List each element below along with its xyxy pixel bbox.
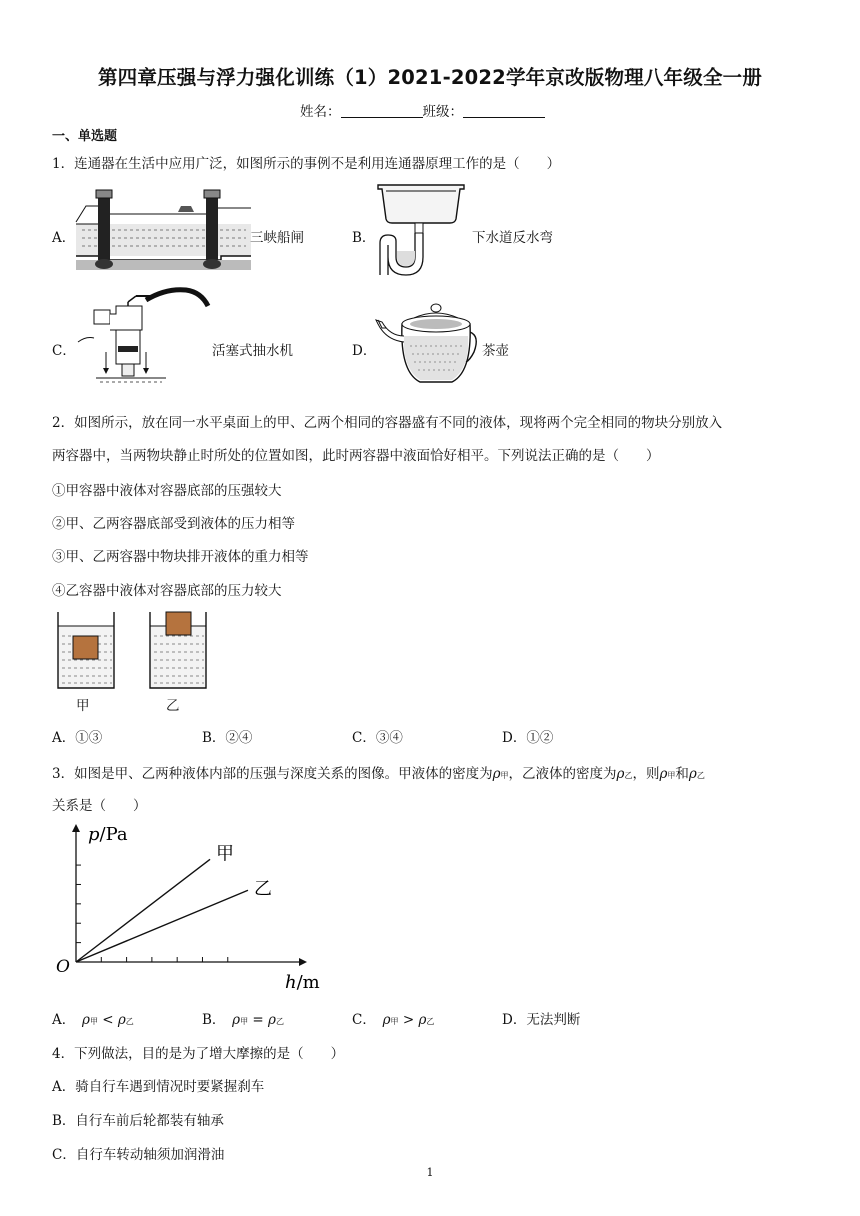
container-label-jia: 甲: [76, 698, 90, 714]
y-axis-label: p/Pa: [88, 824, 128, 845]
q3-stem-part-c: ，则: [632, 766, 660, 782]
q2-statement-3: ③甲、乙两容器中物块排开液体的重力相等: [52, 549, 309, 565]
q2-option-c-text: ③④: [375, 730, 403, 746]
series-line-yi: [76, 890, 248, 962]
q3-option-d-text: 无法判断: [526, 1012, 581, 1028]
rho-symbol: ρ: [418, 1012, 427, 1028]
q1-option-a-letter[interactable]: A．: [52, 230, 76, 246]
q1-option-b-letter[interactable]: B．: [352, 230, 376, 246]
rho-sub-yi: 乙: [426, 1017, 435, 1026]
q2-statement-4: ④乙容器中液体对容器底部的压力较大: [52, 583, 282, 599]
q2-statement-2: ②甲、乙两容器底部受到液体的压力相等: [52, 516, 295, 532]
q3-stem-part-b: ，乙液体的密度为: [508, 766, 617, 782]
q3-option-b[interactable]: [202, 1008, 284, 1028]
q2-option-b-text: ②④: [225, 730, 253, 746]
q1-option-c-caption: 活塞式抽水机: [212, 343, 293, 359]
q4-stem: 4．下列做法，目的是为了增大摩擦的是（ ）: [52, 1046, 345, 1062]
ship-lock-figure: [76, 186, 251, 270]
q2-option-b-letter: B．: [202, 730, 226, 746]
q2-option-d-text: ①②: [526, 730, 554, 746]
q3-option-a-relation: <: [102, 1012, 114, 1028]
q3-stem-part-d: 和: [675, 766, 689, 782]
rho-sub-jia: 甲: [89, 1017, 98, 1026]
x-axis-arrow: [299, 958, 307, 966]
rho-symbol: ρ: [382, 1012, 391, 1028]
x-axis-label: h/m: [285, 972, 320, 993]
q3-option-c[interactable]: [352, 1008, 434, 1028]
q3-option-c-relation: >: [402, 1012, 415, 1028]
teapot-figure: [374, 302, 478, 386]
q3-option-c-letter: C．: [352, 1012, 370, 1028]
q2-option-c-letter: C．: [352, 730, 376, 746]
rho-symbol: ρ: [232, 1012, 241, 1028]
rho-sub-jia: 甲: [500, 771, 509, 780]
q3-option-b-relation: =: [252, 1012, 264, 1028]
rho-symbol: ρ: [688, 766, 697, 782]
q1-option-b-caption: 下水道反水弯: [472, 230, 553, 246]
series-line-jia: [76, 859, 210, 962]
q1-stem: 1．连通器在生活中应用广泛，如图所示的事例不是利用连通器原理工作的是（ ）: [52, 156, 561, 172]
rho-symbol: ρ: [492, 766, 501, 782]
class-label: 班级：: [422, 104, 463, 120]
q2-stem-line2: 两容器中，当两物块静止时所处的位置如图，此时两容器中液面恰好相平。下列说法正确的是（ ）: [52, 448, 660, 464]
q3-stem-part-a: 3．如图是甲、乙两种液体内部的压强与深度关系的图像。甲液体的密度为: [52, 766, 493, 782]
q3-option-d[interactable]: [502, 1008, 580, 1028]
q3-stem-line2: 关系是（ ）: [52, 798, 147, 814]
series-label-jia: 甲: [216, 843, 235, 865]
q3-option-d-letter: D．: [502, 1012, 527, 1028]
q2-option-d-letter: D．: [502, 730, 527, 746]
rho-sub-yi: 乙: [624, 771, 633, 780]
q3-stem-line1: [52, 762, 705, 782]
q3-option-a-letter: A．: [52, 1012, 69, 1028]
q1-option-d-caption: 茶壶: [482, 343, 509, 359]
q1-option-a-caption: 三峡船闸: [250, 230, 304, 246]
name-blank[interactable]: [341, 104, 423, 118]
q3-option-b-letter: B．: [202, 1012, 219, 1028]
class-blank[interactable]: [463, 104, 545, 118]
q2-option-a[interactable]: [52, 726, 102, 746]
rho-symbol: ρ: [659, 766, 668, 782]
name-class-line: [300, 100, 545, 120]
rho-sub-yi: 乙: [125, 1017, 134, 1026]
q2-option-d[interactable]: [502, 726, 553, 746]
rho-symbol: ρ: [82, 1012, 90, 1028]
q3-option-a[interactable]: [52, 1008, 134, 1028]
origin-label: O: [56, 957, 70, 977]
q2-option-b[interactable]: [202, 726, 252, 746]
piston-pump-figure: [66, 286, 211, 386]
q4-option-a[interactable]: A．骑自行车遇到情况时要紧握刹车: [52, 1079, 265, 1095]
rho-symbol: ρ: [117, 1012, 126, 1028]
document-title: 第四章压强与浮力强化训练（1）2021-2022学年京改版物理八年级全一册: [97, 66, 763, 89]
q2-statement-1: ①甲容器中液体对容器底部的压强较大: [52, 483, 282, 499]
page-number: 1: [426, 1166, 434, 1179]
series-label-yi: 乙: [254, 878, 272, 900]
two-containers-figure: [54, 610, 214, 690]
rho-sub-yi: 乙: [275, 1017, 284, 1026]
rho-sub-jia: 甲: [390, 1017, 399, 1026]
q2-option-a-text: ①③: [75, 730, 103, 746]
q2-stem-line1: 2．如图所示，放在同一水平桌面上的甲、乙两个相同的容器盛有不同的液体，现将两个完全相同的物块分别放入: [52, 415, 723, 431]
container-label-yi: 乙: [166, 698, 180, 714]
sink-trap-figure: [376, 183, 466, 278]
rho-symbol: ρ: [268, 1012, 276, 1028]
rho-symbol: ρ: [616, 766, 625, 782]
q2-option-c[interactable]: [352, 726, 403, 746]
q4-option-b[interactable]: B．自行车前后轮都装有轴承: [52, 1113, 224, 1129]
section-heading: 一、单选题: [52, 129, 118, 144]
name-label: 姓名：: [300, 104, 341, 120]
q2-option-a-letter: A．: [52, 730, 76, 746]
pressure-depth-chart: [52, 822, 322, 994]
y-axis-arrow: [72, 824, 80, 832]
q1-option-d-letter[interactable]: D．: [352, 343, 377, 359]
rho-sub-jia: 甲: [240, 1017, 249, 1026]
q4-option-c[interactable]: C．自行车转动轴须加润滑油: [52, 1147, 225, 1163]
rho-sub-yi: 乙: [696, 771, 705, 780]
q1-option-c-letter[interactable]: C．: [52, 343, 76, 359]
rho-sub-jia: 甲: [667, 771, 676, 780]
